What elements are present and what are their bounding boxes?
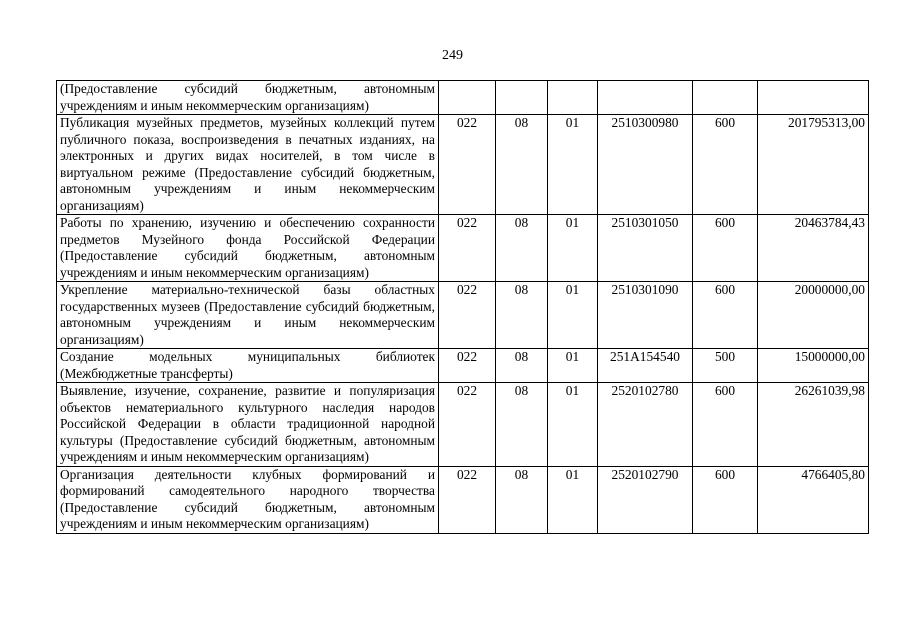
table-row (57, 282, 869, 349)
amount: 26261039,98 (758, 383, 869, 467)
amount: 15000000,00 (758, 349, 869, 383)
expense-type-code: 600 (693, 215, 758, 282)
row-description: Работы по хранению, изучению и обеспечению сохранности предметов Музейного фонда Российской Федерации (Предоставление субсидий бюджетным, автономным учреждениям и иным некоммерческим организациям) (57, 215, 439, 282)
subsection-code: 01 (548, 349, 598, 383)
ministry-code: 022 (439, 215, 496, 282)
section-code: 08 (496, 282, 548, 349)
amount (758, 81, 869, 115)
amount: 20000000,00 (758, 282, 869, 349)
row-description: Укрепление материально-технической базы областных государственных музеев (Предоставление субсидий бюджетным, автономным учреждениям и иным некоммерческим организациям) (57, 282, 439, 349)
table-row (57, 466, 869, 533)
budget-table (56, 80, 869, 534)
page-number: 249 (442, 48, 463, 63)
expense-type-code: 600 (693, 383, 758, 467)
row-description: Создание модельных муниципальных библиотек (Межбюджетные трансферты) (57, 349, 439, 383)
expense-type-code (693, 81, 758, 115)
subsection-code: 01 (548, 466, 598, 533)
subsection-code: 01 (548, 282, 598, 349)
target-item-code: 2510301050 (598, 215, 693, 282)
table-row (57, 349, 869, 383)
expense-type-code: 500 (693, 349, 758, 383)
ministry-code (439, 81, 496, 115)
row-description: Организация деятельности клубных формирований и формирований самодеятельного народного творчества (Предоставление субсидий бюджетным, автономным учреждениям и иным некоммерческим организациям) (57, 466, 439, 533)
table-row (57, 81, 869, 115)
subsection-code: 01 (548, 215, 598, 282)
section-code: 08 (496, 383, 548, 467)
section-code: 08 (496, 349, 548, 383)
ministry-code: 022 (439, 349, 496, 383)
target-item-code: 2520102790 (598, 466, 693, 533)
amount: 20463784,43 (758, 215, 869, 282)
section-code: 08 (496, 115, 548, 215)
expense-type-code: 600 (693, 115, 758, 215)
target-item-code: 2510301090 (598, 282, 693, 349)
section-code (496, 81, 548, 115)
ministry-code: 022 (439, 282, 496, 349)
target-item-code: 251A154540 (598, 349, 693, 383)
ministry-code: 022 (439, 466, 496, 533)
table-row (57, 215, 869, 282)
section-code: 08 (496, 466, 548, 533)
subsection-code (548, 81, 598, 115)
subsection-code: 01 (548, 115, 598, 215)
subsection-code: 01 (548, 383, 598, 467)
table-row (57, 383, 869, 467)
expense-type-code: 600 (693, 466, 758, 533)
target-item-code: 2510300980 (598, 115, 693, 215)
amount: 4766405,80 (758, 466, 869, 533)
row-description: Выявление, изучение, сохранение, развитие и популяризация объектов нематериального культурного наследия народов Российской Федерации в области традиционной народной культуры (Предоставление субсидий бюджетным, автономным учреждениям и иным некоммерческим организациям) (57, 383, 439, 467)
target-item-code (598, 81, 693, 115)
row-description: (Предоставление субсидий бюджетным, автономным учреждениям и иным некоммерческим организациям) (57, 81, 439, 115)
ministry-code: 022 (439, 383, 496, 467)
table-row (57, 115, 869, 215)
section-code: 08 (496, 215, 548, 282)
amount: 201795313,00 (758, 115, 869, 215)
target-item-code: 2520102780 (598, 383, 693, 467)
ministry-code: 022 (439, 115, 496, 215)
row-description: Публикация музейных предметов, музейных коллекций путем публичного показа, воспроизведения в печатных изданиях, на электронных и других видах носителей, в том числе в виртуальном режиме (Предоставление субсидий бюджетным, автономным учреждениям и иным некоммерческим организациям) (57, 115, 439, 215)
expense-type-code: 600 (693, 282, 758, 349)
